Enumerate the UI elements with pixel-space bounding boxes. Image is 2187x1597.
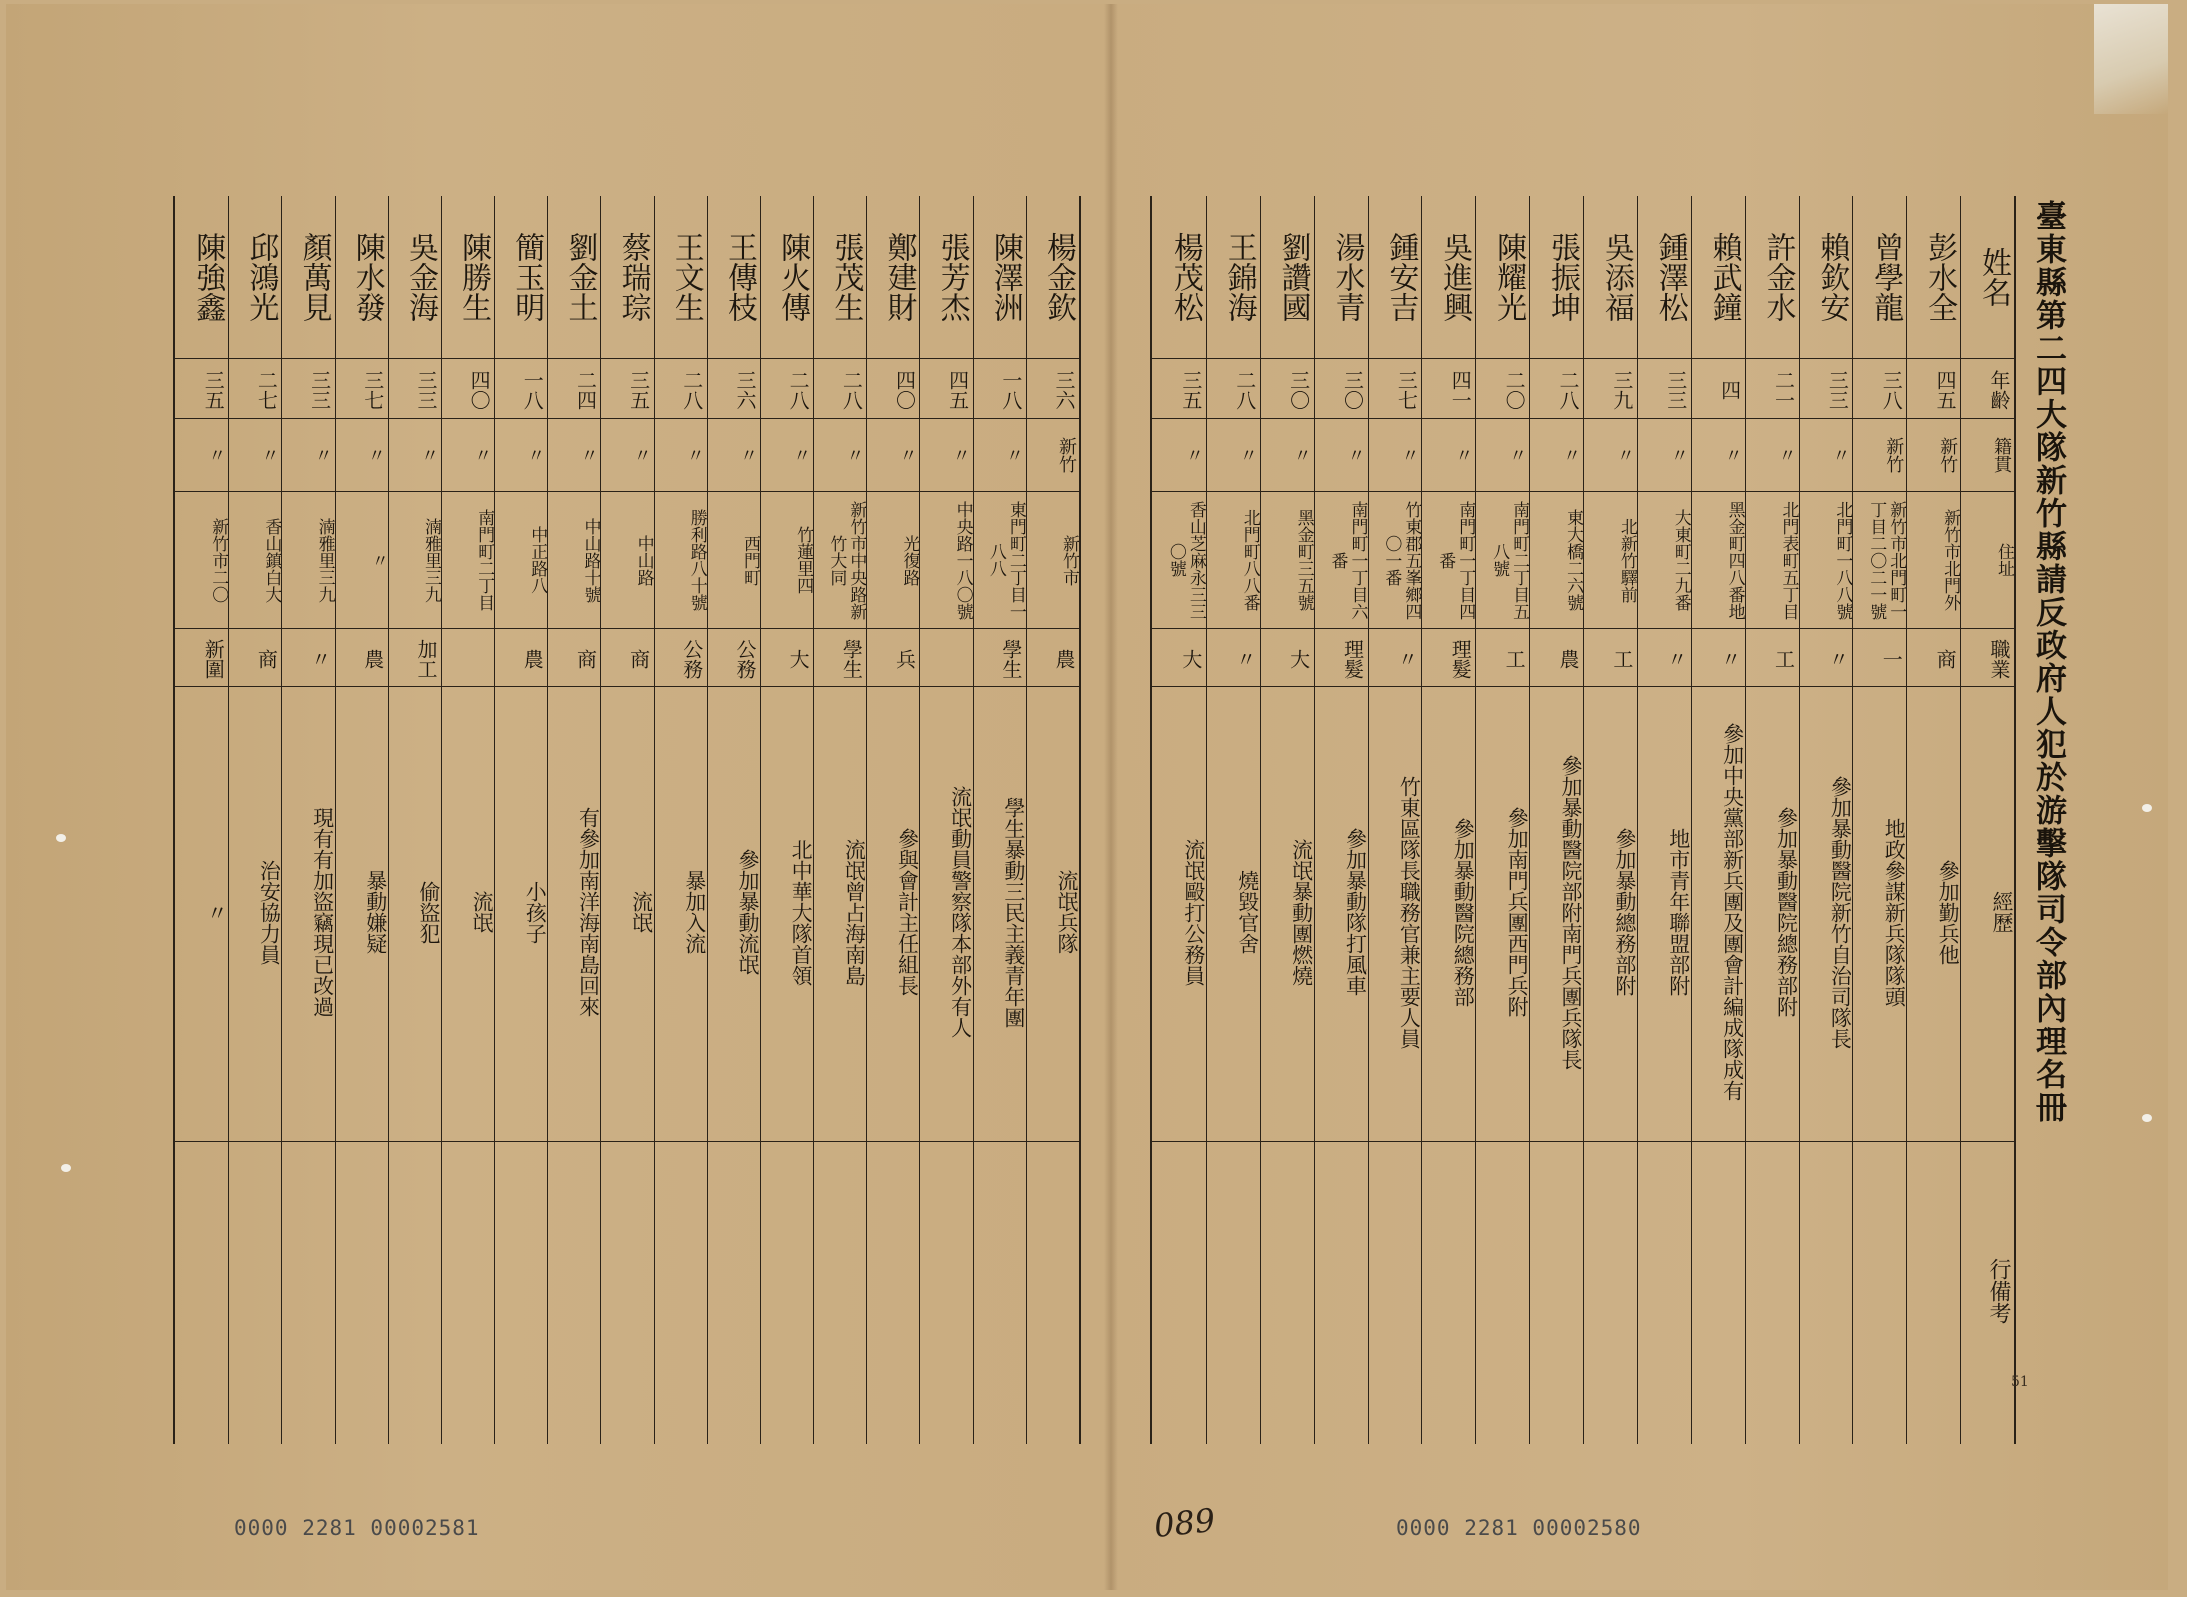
cell-record: 流氓動員警察隊本部外有人 [948,786,973,1038]
cell-native: 〃 [1560,446,1581,464]
left-ledger-table [173,196,1081,1444]
cell-address: 竹東郡五峯鄉四〇一番 [1381,500,1422,620]
cell-name: 鍾安吉 [1383,232,1419,322]
cell-record: 小孩子 [523,880,548,944]
record-column [1529,196,1583,1444]
cell-native: 〃 [364,446,386,464]
cell-record: 流氓 [629,891,654,933]
cell-record: 參加暴動隊打風車 [1343,828,1368,996]
cell-note [655,1146,707,1436]
cell-occupation: 大 [786,649,811,669]
cell-native: 〃 [1236,446,1258,464]
cell-record: 參加暴動醫院總務部 [1451,817,1476,1007]
cell-name: 鍾澤松 [1652,232,1688,322]
cell-native: 〃 [1002,446,1024,464]
cell-native: 〃 [417,446,439,464]
cell-occupation: 農 [1052,649,1076,669]
cell-native: 〃 [1290,446,1312,464]
cell-age: 四〇 [467,370,492,410]
cell-address: 南門町一丁目六番 [1327,500,1368,620]
cell-age: 二一 [1771,370,1796,410]
cell-occupation: 商 [254,649,279,669]
cell-name: 賴武鐘 [1706,232,1742,322]
cell-address: 南門町二丁目五八號 [1489,500,1530,620]
record-column [1368,196,1422,1444]
cell-name: 彭水全 [1922,232,1958,322]
cell-note [867,1146,919,1436]
cell-address: 中山路十號 [580,517,601,603]
cell-address: 新竹市二〇 [208,517,229,603]
handwritten-number: 089 [1152,1500,1217,1546]
cell-address: 東門町二丁目一八八 [985,500,1026,620]
record-column [1799,196,1853,1444]
cell-note [1746,1146,1799,1436]
cell-name: 湯水青 [1329,232,1365,322]
record-column [760,196,813,1444]
record-column [1745,196,1799,1444]
cell-record: 暴加入流 [682,870,707,954]
cell-occupation: 〃 [1663,649,1688,669]
record-column [1475,196,1529,1444]
cell-address: 新竹市北門外 [1940,509,1961,611]
record-column [866,196,919,1444]
cell-note [1315,1146,1368,1436]
cell-occupation: 商 [626,649,651,669]
cell-native: 新竹 [1883,437,1905,473]
record-column [281,196,334,1444]
header-name: 姓名 [1976,247,2011,307]
cell-occupation: 理髮 [1448,639,1473,679]
cell-age: 一八 [998,370,1023,410]
cell-note [1027,1146,1079,1436]
cell-name: 曾學龍 [1868,232,1904,322]
cell-address: 中山路 [633,534,654,586]
cell-record: 暴動嫌疑 [363,870,388,954]
cell-native: 〃 [843,446,865,464]
cell-age: 三五 [1178,370,1203,410]
cell-name: 邱鴻光 [243,232,279,322]
record-column [1206,196,1260,1444]
cell-record: 參加暴動醫院總務部附 [1774,807,1799,1017]
cell-address: 湳雅里三九 [314,517,335,603]
cell-note [601,1146,653,1436]
cell-age: 三五 [201,370,226,410]
right-ledger-table [1150,196,2016,1444]
left-page [6,4,1106,1590]
cell-address: 西門町 [739,534,760,586]
cell-note [1907,1146,1960,1436]
cell-native: 〃 [258,446,280,464]
cell-name: 陳火傳 [775,232,811,322]
cell-age: 二八 [786,370,811,410]
cell-note [1853,1146,1906,1436]
cell-note [442,1146,494,1436]
cell-address: 湳雅里三九 [420,517,441,603]
cell-address: 香山鎮白大 [261,517,282,603]
cell-name: 王錦海 [1221,232,1257,322]
cell-native: 〃 [1452,446,1474,464]
record-column [1026,196,1079,1444]
cell-name: 劉金土 [562,232,598,322]
cell-occupation: 商 [573,649,598,669]
record-column [813,196,866,1444]
cell-occupation: 兵 [892,649,917,669]
cell-address: 新竹市中央路新竹大同 [826,500,867,620]
cell-native: 〃 [1344,446,1366,464]
record-column [1260,196,1314,1444]
record-column [1906,196,1960,1444]
cell-occupation: 大 [1178,649,1203,669]
cell-occupation: 公務 [732,639,757,679]
cell-occupation: 工 [1502,649,1527,669]
cell-name: 許金水 [1760,232,1796,322]
cell-record: 學生暴動三民主義青年團 [1001,796,1026,1028]
cell-record: 參加中央黨部新兵團及團會計編成隊成有 [1720,723,1745,1101]
cell-name: 陳水發 [349,232,385,322]
record-column [494,196,547,1444]
record-column [1583,196,1637,1444]
cell-address: 光復路 [899,534,920,586]
cell-age: 三七 [1394,370,1419,410]
cell-address: 南門町一丁目四番 [1435,500,1476,620]
cell-note [1692,1146,1745,1436]
cell-record: 參加暴動流氓 [735,849,760,975]
cell-note [1800,1146,1853,1436]
cell-address: 黑金町四八番地 [1724,500,1745,620]
header-occupation: 職業 [1987,639,2011,679]
cell-native: 〃 [1721,446,1743,464]
cell-name: 王傳枝 [721,232,757,322]
cell-record: 地政參謀新兵隊隊頭 [1882,817,1907,1007]
cell-occupation: 〃 [1232,649,1257,669]
cell-record: 參與會計主任組長 [895,828,920,996]
cell-note [495,1146,547,1436]
cell-occupation: 工 [1771,649,1796,669]
cell-name: 吳金海 [402,232,438,322]
cell-note [920,1146,972,1436]
cell-native: 〃 [1398,446,1420,464]
cell-note [1207,1146,1260,1436]
record-column [707,196,760,1444]
cell-address: 新竹市 [1059,534,1079,586]
record-column [919,196,972,1444]
document-title: 臺東縣第二四大隊新竹縣請反政府人犯於游擊隊司令部內理名冊 [2030,200,2066,1124]
cell-name: 陳強鑫 [190,232,226,322]
cell-address: 北門町八八番 [1239,509,1260,611]
record-column [1691,196,1745,1444]
cell-note [282,1146,334,1436]
cell-occupation: 〃 [1394,649,1419,669]
cell-record: 流氓 [470,891,495,933]
header-column [1960,196,2014,1444]
cell-name: 陳勝生 [456,232,492,322]
cell-record: 地市青年聯盟部附 [1666,828,1691,996]
record-column [175,196,228,1444]
cell-name: 楊金欽 [1041,232,1076,322]
cell-age: 三三 [413,370,438,410]
cell-address: 南門町二丁目 [474,509,495,611]
record-column [973,196,1026,1444]
cell-address: 新竹市北門町一丁目二〇二一號 [1866,500,1907,620]
cell-note [1369,1146,1422,1436]
cell-name: 鄭建財 [881,232,917,322]
cell-age: 二八 [1232,370,1257,410]
cell-occupation: 〃 [1717,649,1742,669]
cell-age: 三八 [1879,370,1904,410]
cell-note [548,1146,600,1436]
record-column [654,196,707,1444]
cell-native: 〃 [683,446,705,464]
cell-native: 〃 [949,446,971,464]
cell-note [1422,1146,1475,1436]
cell-occupation: 公務 [679,639,704,679]
cell-occupation: 工 [1609,649,1634,669]
cell-native: 〃 [471,446,493,464]
cell-occupation [442,636,494,682]
cell-age: 四五 [945,370,970,410]
document-sheet [6,4,2168,1590]
cell-note [336,1146,388,1436]
cell-name: 王文生 [668,232,704,322]
cell-age: 二八 [679,370,704,410]
header-age: 年齡 [1987,370,2011,410]
cell-name: 簡玉明 [509,232,545,322]
cell-record: 流氓毆打公務員 [1181,838,1206,986]
cell-native: 〃 [524,446,546,464]
cell-occupation: 學生 [839,639,864,679]
cell-occupation: 大 [1286,649,1311,669]
cell-age: 三五 [626,370,651,410]
cell-age: 二〇 [1502,370,1527,410]
cell-record: 參加勤兵他 [1936,859,1961,965]
cell-record: 流氓兵隊 [1055,870,1079,954]
cell-record: 北中華大隊首領 [789,838,814,986]
cell-age: 四五 [1933,370,1958,410]
cell-address: 〃 [367,551,388,569]
cell-age: 三〇 [1286,370,1311,410]
cell-age: 四〇 [892,370,917,410]
cell-name: 張芳杰 [934,232,970,322]
cell-age: 三六 [1052,370,1076,410]
header-native: 籍貫 [1991,437,2012,473]
cell-native: 〃 [1775,446,1797,464]
header-remarks: 行備考 [1986,1258,2011,1324]
serial-number-right: 0000 2281 00002580 [1396,1516,1642,1540]
cell-name: 吳進興 [1437,232,1473,322]
cell-note [1476,1146,1529,1436]
cell-age: 三〇 [1340,370,1365,410]
cell-age: 三三 [1663,370,1688,410]
header-address: 住址 [1994,543,2014,577]
cell-name: 張振坤 [1545,232,1580,322]
cell-name: 蔡瑞琮 [615,232,651,322]
cell-record: 治安協力員 [257,859,282,965]
cell-address: 北門表町五丁目 [1778,500,1799,620]
cell-age: 二八 [839,370,864,410]
cell-note [1530,1146,1583,1436]
cell-address: 中正路八 [527,526,548,594]
cell-age: 三三 [307,370,332,410]
cell-address: 北新竹驛前 [1616,517,1637,603]
record-column [1852,196,1906,1444]
cell-address: 黑金町三五號 [1293,509,1314,611]
record-column [1152,196,1206,1444]
cell-address: 東大橋二六號 [1563,509,1583,611]
cell-record: 有參加南洋海南島回來 [576,807,601,1017]
cell-address: 中央路一八〇號 [952,500,973,620]
cell-age: 一八 [520,370,545,410]
cell-record: 竹東區隊長職務官兼主要人員 [1397,775,1422,1049]
cell-age: 二八 [1556,370,1580,410]
cell-note [175,1146,228,1436]
cell-native: 〃 [577,446,599,464]
record-column [441,196,494,1444]
cell-native: 〃 [736,446,758,464]
cell-native: 新竹 [1937,437,1959,473]
record-column [388,196,441,1444]
cell-address: 香山芝麻永三三〇號 [1165,500,1206,620]
cell-record: 參加暴動醫院部附南門兵團兵隊長 [1559,754,1583,1070]
record-column [335,196,388,1444]
cell-occupation: 學生 [998,639,1023,679]
cell-age: 四一 [1448,370,1473,410]
cell-occupation [920,636,972,682]
cell-record: 現有有加盜竊現已改過 [310,807,335,1017]
cell-note [1584,1146,1637,1436]
cell-occupation: 一 [1879,649,1904,669]
cell-age: 三六 [732,370,757,410]
header-record: 經歷 [1990,891,2014,933]
cell-native: 〃 [1613,446,1635,464]
cell-native: 〃 [630,446,652,464]
cell-occupation: 農 [520,649,545,669]
cell-note [708,1146,760,1436]
cell-occupation: 商 [1933,649,1958,669]
cell-age: 三七 [360,370,385,410]
cell-name: 陳澤洲 [987,232,1023,322]
cell-occupation: 加工 [413,639,438,679]
cell-age: 二四 [573,370,598,410]
cell-occupation: 新圍 [201,639,226,679]
cell-address: 勝利路八十號 [686,509,707,611]
cell-age: 四 [1717,380,1742,400]
cell-address: 竹蓮里四 [793,526,814,594]
cell-native: 〃 [311,446,333,464]
cell-name: 楊茂松 [1167,232,1203,322]
cell-occupation: 農 [360,649,385,669]
cell-record: 參加南門兵團西門兵附 [1505,807,1530,1017]
cell-name: 顏萬見 [296,232,332,322]
record-column [600,196,653,1444]
cell-note [974,1146,1026,1436]
cell-note [814,1146,866,1436]
cell-native: 〃 [1667,446,1689,464]
record-column [1314,196,1368,1444]
record-column [1637,196,1691,1444]
record-column [1421,196,1475,1444]
cell-name: 吳添福 [1598,232,1634,322]
cell-native: 〃 [896,446,918,464]
cell-occupation: 農 [1556,649,1580,669]
cell-note [1638,1146,1691,1436]
cell-address: 北門町一八八號 [1832,500,1853,620]
cell-age: 三九 [1609,370,1634,410]
cell-record: 流氓曾占海南島 [842,838,867,986]
serial-number-left: 0000 2281 00002581 [234,1516,480,1540]
cell-record: 參加暴動總務部附 [1612,828,1637,996]
cell-record: 參加暴動醫院新竹自治司隊長 [1828,775,1853,1049]
cell-occupation: 〃 [307,649,332,669]
cell-address: 大東町二九番 [1670,509,1691,611]
cell-record: 流氓暴動團燃燒 [1289,838,1314,986]
side-note: 51 [2011,1374,2029,1390]
cell-record: 燒毀官舍 [1235,870,1260,954]
record-column [228,196,281,1444]
cell-native: 〃 [790,446,812,464]
cell-name: 陳耀光 [1491,232,1527,322]
cell-name: 賴欽安 [1814,232,1850,322]
cell-note [761,1146,813,1436]
cell-note [229,1146,281,1436]
cell-record: 〃 [204,901,229,923]
cell-occupation: 理髮 [1340,639,1365,679]
cell-native: 〃 [1829,446,1851,464]
cell-name: 劉讚國 [1275,232,1311,322]
cell-age: 二七 [254,370,279,410]
cell-native: 〃 [205,446,227,464]
cell-occupation: 〃 [1825,649,1850,669]
cell-note [1261,1146,1314,1436]
cell-note [389,1146,441,1436]
cell-name: 張茂生 [828,232,864,322]
record-column [547,196,600,1444]
cell-native: 〃 [1506,446,1528,464]
cell-native: 〃 [1182,446,1204,464]
cell-age: 三三 [1825,370,1850,410]
right-page [1106,4,2168,1590]
cell-note [1152,1146,1206,1436]
cell-native: 新竹 [1056,437,1077,473]
cell-record: 偷盜犯 [416,880,441,944]
